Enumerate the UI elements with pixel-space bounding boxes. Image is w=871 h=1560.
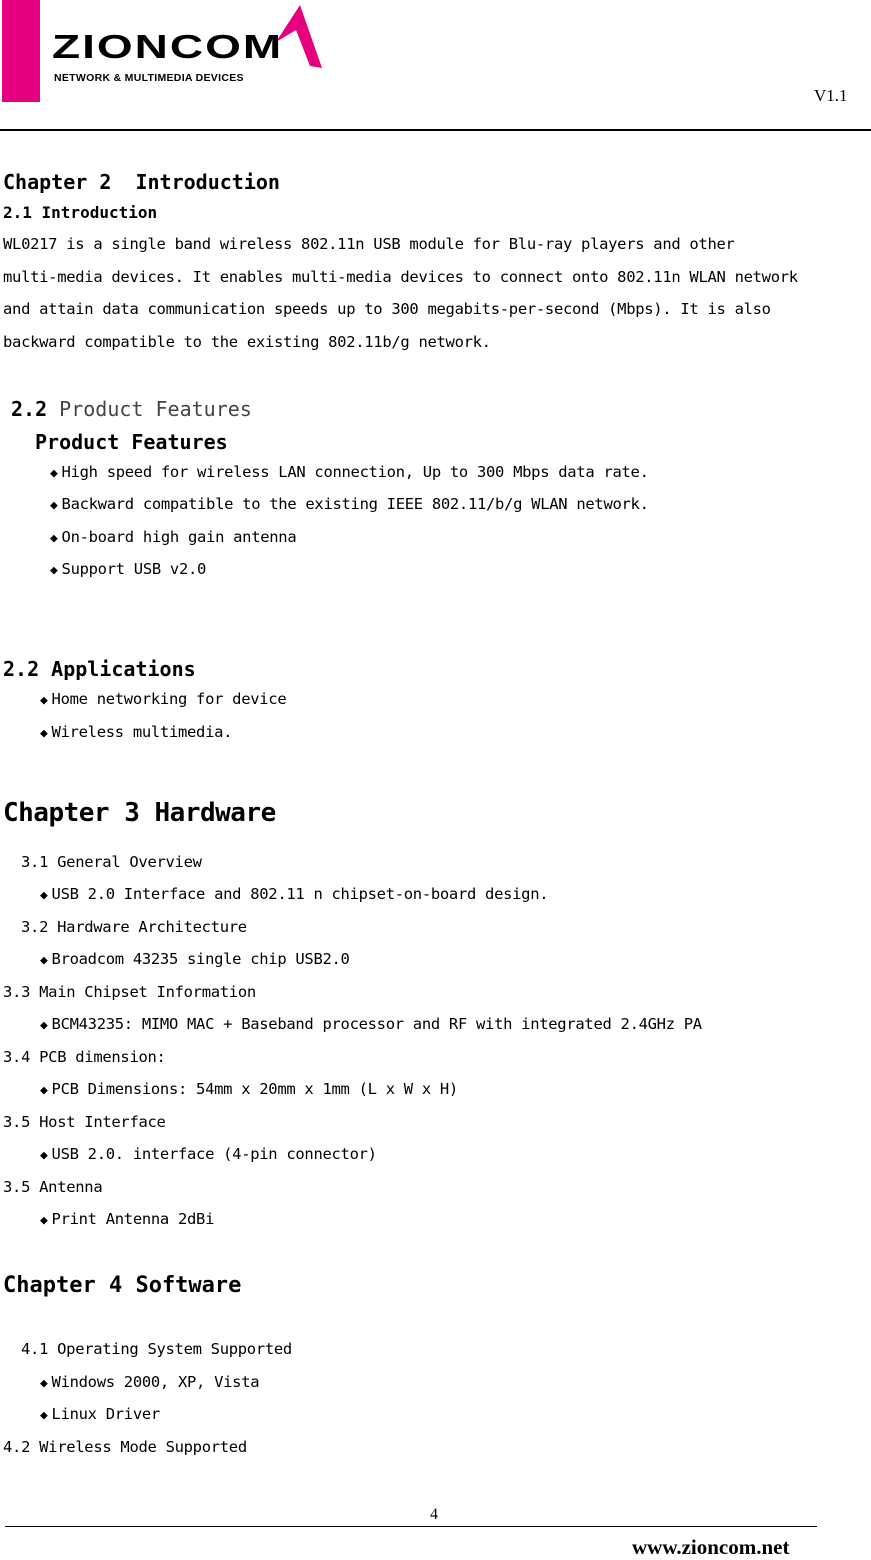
- section-3-6-item: ◆ Print Antenna 2dBi: [40, 1210, 214, 1228]
- os-item: ◆ Linux Driver: [40, 1405, 160, 1423]
- section-3-3-item: ◆ BCM43235: MIMO MAC + Baseband processor and RF with integrated 2.4GHz PA: [40, 1015, 702, 1033]
- logo: [0, 0, 330, 104]
- section-2-2-heading: [11, 397, 252, 421]
- section-3-3: 3.3 Main Chipset Information: [3, 983, 256, 1001]
- application-item: ◆ Wireless multimedia.: [40, 723, 232, 741]
- logo-text: ZIONCOM: [52, 27, 284, 66]
- section-4-2: 4.2 Wireless Mode Supported: [3, 1438, 247, 1456]
- intro-line-1: WL0217 is a single band wireless 802.11n USB module for Blu-ray players and other: [3, 235, 735, 253]
- intro-line-2: multi-media devices. It enables multi-media devices to connect onto 802.11n WLAN network: [3, 268, 798, 286]
- chapter2-title: Chapter 2 Introduction: [3, 170, 280, 194]
- section-3-6: 3.5 Antenna: [3, 1178, 103, 1196]
- footer-rule: [5, 1526, 817, 1527]
- feature-item: ◆ Backward compatible to the existing IEEE 802.11/b/g WLAN network.: [50, 495, 649, 513]
- chapter4-title: Chapter 4 Software: [3, 1273, 242, 1298]
- feature-item: ◆ On-board high gain antenna: [50, 528, 296, 546]
- version-label: V1.1: [814, 86, 848, 105]
- section-3-2: 3.2 Hardware Architecture: [21, 918, 247, 936]
- section-2-1-title: 2.1 Introduction: [3, 203, 158, 222]
- section-3-1: 3.1 General Overview: [21, 853, 202, 871]
- os-item: ◆ Windows 2000, XP, Vista: [40, 1373, 259, 1391]
- section-3-1-item: ◆ USB 2.0 Interface and 802.11 n chipset-on-board design.: [40, 885, 548, 903]
- application-item: ◆ Home networking for device: [40, 690, 286, 708]
- page-number: 4: [430, 1506, 438, 1523]
- chapter3-title: Chapter 3 Hardware: [3, 798, 276, 828]
- section-3-5: 3.5 Host Interface: [3, 1113, 166, 1131]
- applications-title: 2.2 Applications: [3, 657, 196, 681]
- feature-item: ◆ High speed for wireless LAN connection, Up to 300 Mbps data rate.: [50, 463, 649, 481]
- product-features-subtitle: Product Features: [35, 430, 228, 454]
- intro-line-3: and attain data communication speeds up to 300 megabits-per-second (Mbps). It is also: [3, 300, 771, 318]
- section-4-1: 4.1 Operating System Supported: [21, 1340, 292, 1358]
- intro-line-4: backward compatible to the existing 802.11b/g network.: [3, 333, 491, 351]
- feature-item: ◆ Support USB v2.0: [50, 560, 206, 578]
- header-rule: [0, 129, 871, 131]
- section-3-4-item: ◆ PCB Dimensions: 54mm x 20mm x 1mm (L x W x H): [40, 1080, 458, 1098]
- section-3-2-item: ◆ Broadcom 43235 single chip USB2.0: [40, 950, 350, 968]
- logo-tagline: NETWORK & MULTIMEDIA DEVICES: [54, 72, 244, 84]
- section-3-5-item: ◆ USB 2.0. interface (4-pin connector): [40, 1145, 377, 1163]
- website-link[interactable]: www.zioncom.net: [632, 1535, 790, 1559]
- section-3-4: 3.4 PCB dimension:: [3, 1048, 166, 1066]
- section-2-2-title: Product Features: [59, 397, 252, 421]
- section-2-2-number: 2.2: [11, 397, 48, 421]
